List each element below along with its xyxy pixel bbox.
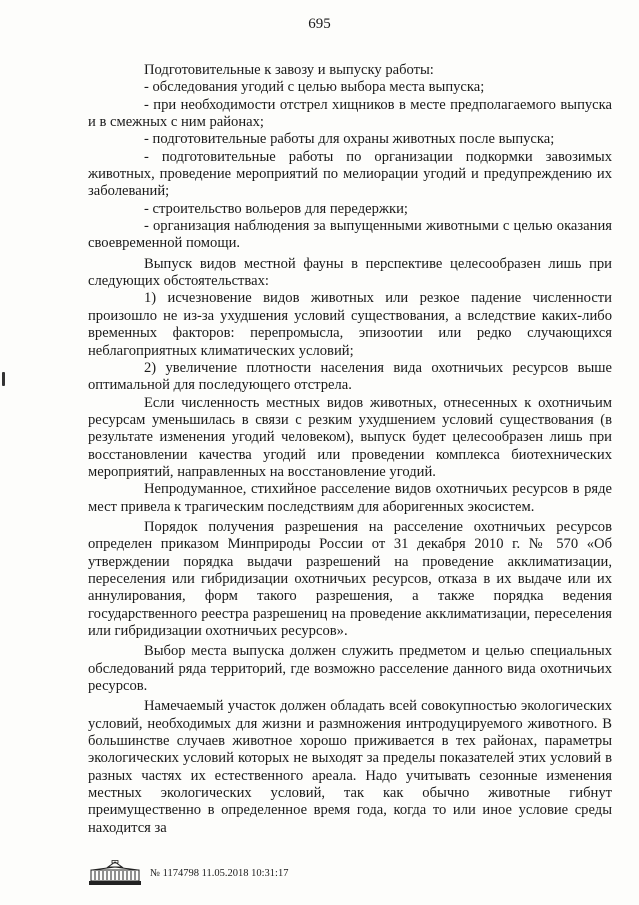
paragraph: Если численность местных видов животных, отнесенных к охотничьим ресурсам уменьшилась в связи с резким ухудшением условий существования (в результате изменения угодий человеком), выпуск будет целесообразен лишь при восстановлении качества угодий или проведении комплекса биотехнических мероприятий, направленных на восстановление угодий. <box>88 394 612 480</box>
building-logo-icon <box>86 860 144 886</box>
paragraph: Порядок получения разрешения на расселение охотничьих ресурсов определен приказом Минприроды России от 31 декабря 2010 г. № 570 «Об утверждении порядка выдачи разрешений на проведение акклиматизации, переселения или гибридизации охотничьих ресурсов, отказа в их выдаче или их аннулирования, форм такого разрешения, а также порядка ведения государственного реестра разрешениц на проведение акклиматизации, переселения или гибридизации охотничьих ресурсов». <box>88 518 612 639</box>
paragraph: Подготовительные к завозу и выпуску работы: <box>144 62 434 78</box>
document-body <box>88 62 612 837</box>
page-number: 695 <box>308 16 331 32</box>
paragraph: - подготовительные работы для охраны животных после выпуска; <box>144 131 555 148</box>
paragraph: - организация наблюдения за выпущенными животными с целью оказания своевременной помощи. <box>88 218 612 252</box>
paragraph: Намечаемый участок должен обладать всей совокупностью экологических условий, необходимых для жизни и размножения интродуцируемого животного. В большинстве случаев животное хорошо приживается в тех районах, параметры экологических условий которых не выходят за пределы показателей этих условий в разных частях их естественного ареала. Надо учитывать сезонные изменения местных экологических условий, так как обычно животные гибнут преимущественно в определенное время года, когда то или иное условие среды находится за <box>88 698 612 836</box>
document-number: № 1174798 11.05.2018 10:31:17 <box>150 868 289 879</box>
paragraph: 2) увеличение плотности населения вида охотничьих ресурсов выше оптимальной для последующего отстрела. <box>88 359 612 394</box>
paragraph: Выбор места выпуска должен служить предметом и целью специальных обследований ряда территорий, где возможно расселение данного вида охотничьих ресурсов. <box>88 643 612 695</box>
paragraph: - подготовительные работы по организации подкормки завозимых животных, проведение мероприятий по мелиорации угодий и предупреждению их заболеваний; <box>88 148 612 200</box>
paragraph: - строительство вольеров для передержки; <box>144 200 408 217</box>
footer <box>86 860 386 888</box>
paragraph: 1) исчезновение видов животных или резкое падение численности произошло не из-за ухудшения условий существования, а вследствие каких-либо временных факторов: перепромысла, эпизоотии или редко случающихся неблагоприятных климатических условий; <box>88 290 612 359</box>
paragraph: Выпуск видов местной фауны в перспективе целесообразен лишь при следующих обстоятельствах: <box>88 255 612 290</box>
scan-edge-mark <box>2 372 5 386</box>
paragraph: Непродуманное, стихийное расселение видов охотничьих ресурсов в ряде мест привела к трагическим последствиям для аборигенных экосистем. <box>88 481 612 515</box>
paragraph: - при необходимости отстрел хищников в месте предполагаемого выпуска и в смежных с ним районах; <box>88 96 612 131</box>
paragraph: - обследования угодий с целью выбора места выпуска; <box>144 79 485 96</box>
